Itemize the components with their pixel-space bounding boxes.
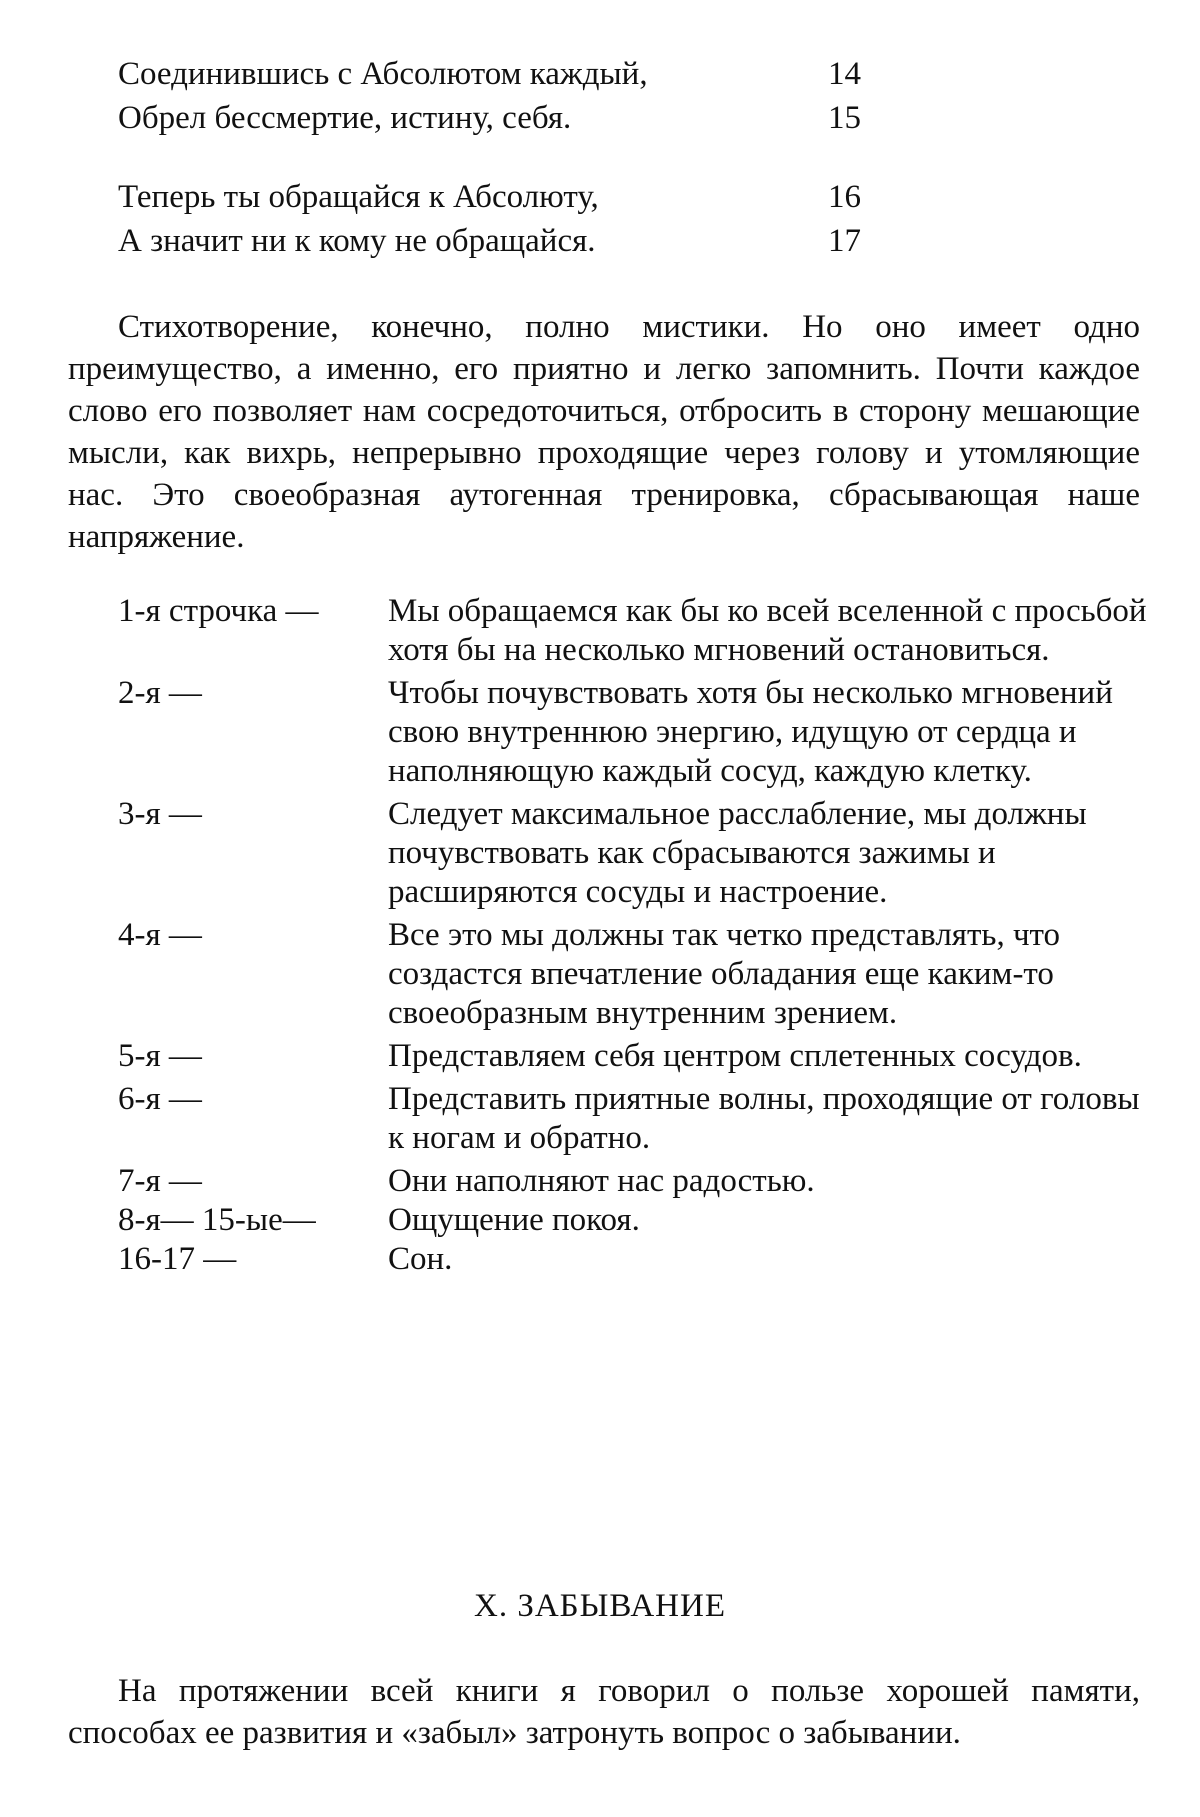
explanation-row: [118, 592, 1148, 670]
poem-line-text: А значит ни к кому не обращайся.: [118, 223, 596, 259]
section-paragraph: [68, 1670, 1140, 1754]
explanation-label: 8-я— 15-ые—: [118, 1202, 316, 1238]
poem-line-text: Соединившись с Абсолютом каждый,: [118, 56, 648, 92]
explanation-text: Представить приятные волны, проходящие от головы к ногам и обратно.: [388, 1081, 1140, 1156]
explanation-label: 4-я —: [118, 917, 202, 953]
section-paragraph-text: На протяжении всей книги я говорил о пользе хорошей памяти, способах ее развития и «забыл» затронуть вопрос о забывании.: [68, 1673, 1140, 1751]
poem-stanza-2: [118, 175, 878, 263]
explanation-row: [118, 1037, 1148, 1076]
explanation-text: Они наполняют нас радостью.: [388, 1163, 815, 1199]
poem-stanza-1: [118, 52, 878, 140]
explanation-label: 16-17 —: [118, 1241, 237, 1277]
explanation-row: [118, 1162, 1148, 1201]
commentary-paragraph-text: Стихотворение, конечно, полно мистики. Но оно имеет одно преимущество, а именно, его приятно и легко запомнить. Почти каждое слово его позволяет нам сосредоточиться, отбросить в сторону мешающие мысли, как вихрь, непрерывно проходящие через голову и утомляющие нас. Это своеобразная аутогенная тренировка, сбрасывающая наше напряжение.: [68, 309, 1140, 555]
explanation-row: [118, 795, 1148, 912]
explanation-label: 6-я —: [118, 1081, 202, 1117]
poem-line-text: Обрел бессмертие, истину, себя.: [118, 100, 572, 136]
explanation-text: Ощущение покоя.: [388, 1202, 640, 1238]
explanation-row: [118, 1240, 1148, 1279]
explanation-text: Следует максимальное расслабление, мы должны почувствовать как сбрасываются зажимы и расширяются сосуды и настроение.: [388, 796, 1087, 910]
poem-line: [118, 52, 878, 96]
poem-line-number: 14: [828, 56, 861, 92]
section-heading: X. ЗАБЫВАНИЕ: [473, 1588, 726, 1624]
poem-line-number: 15: [828, 100, 861, 136]
explanation-row: [118, 916, 1148, 1033]
poem-line: [118, 96, 878, 140]
explanation-row: [118, 1201, 1148, 1240]
explanation-text: Мы обращаемся как бы ко всей вселенной с просьбой хотя бы на несколько мгновений остановиться.: [388, 593, 1147, 668]
explanation-row: [118, 1080, 1148, 1158]
poem-line-text: Теперь ты обращайся к Абсолюту,: [118, 179, 599, 215]
explanation-text: Все это мы должны так четко представлять, что создастся впечатление обладания еще каким-то своеобразным внутренним зрением.: [388, 917, 1061, 1031]
poem-line-number: 16: [828, 179, 861, 215]
explanation-text: Представляем себя центром сплетенных сосудов.: [388, 1038, 1082, 1074]
explanation-label: 2-я —: [118, 675, 202, 711]
explanation-text: Чтобы почувствовать хотя бы несколько мгновений свою внутреннюю энергию, идущую от сердца и наполняющую каждый сосуд, каждую клетку.: [388, 675, 1113, 789]
explanation-label: 1-я строчка —: [118, 593, 319, 629]
line-explanations: [118, 592, 1148, 1279]
explanation-label: 3-я —: [118, 796, 202, 832]
poem-line: [118, 175, 878, 219]
poem-line: [118, 219, 878, 263]
explanation-label: 5-я —: [118, 1038, 202, 1074]
commentary-paragraph: [68, 306, 1140, 558]
explanation-text: Сон.: [388, 1241, 453, 1277]
poem-line-number: 17: [828, 223, 861, 259]
explanation-label: 7-я —: [118, 1163, 202, 1199]
explanation-row: [118, 674, 1148, 791]
